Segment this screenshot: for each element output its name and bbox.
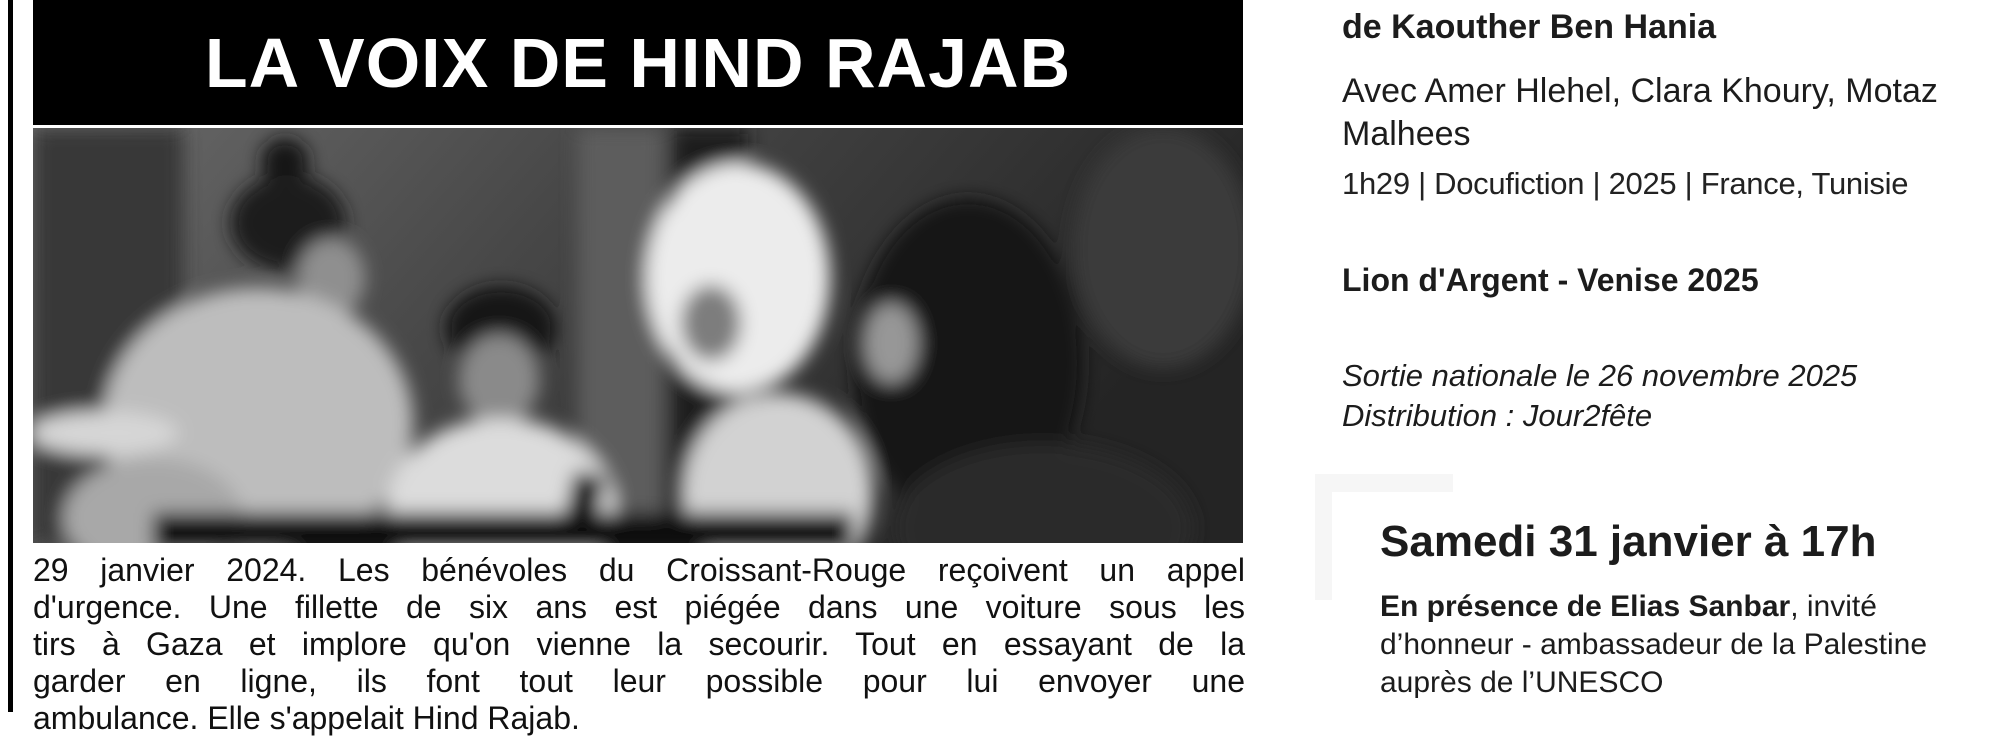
presence-text: auprès de l’UNESCO	[1380, 666, 1664, 699]
cast-credit	[1342, 70, 1938, 156]
presence-guest-name: En présence de Elias Sanbar	[1380, 590, 1791, 623]
cast-line: Malhees	[1342, 115, 1471, 153]
presence-line	[1380, 664, 1980, 702]
award-line: Lion d'Argent - Venise 2025	[1342, 262, 1759, 298]
presence-line	[1380, 588, 1980, 626]
screening-datetime: Samedi 31 janvier à 17h	[1380, 517, 1877, 566]
synopsis-line: ambulance. Elle s'appelait Hind Rajab.	[33, 700, 580, 736]
film-metadata: 1h29 | Docufiction | 2025 | France, Tunisie	[1342, 166, 1909, 201]
screening-presence	[1380, 588, 1980, 702]
corner-bracket-vertical	[1315, 474, 1332, 600]
title-banner	[33, 0, 1243, 125]
corner-bracket-horizontal	[1315, 474, 1453, 492]
film-still-image	[33, 128, 1243, 543]
presence-text: d’honneur - ambassadeur de la Palestine	[1380, 628, 1928, 661]
release-date-line: Sortie nationale le 26 novembre 2025	[1342, 358, 1858, 393]
distribution-line: Distribution : Jour2fête	[1342, 398, 1653, 433]
synopsis-line: garder en ligne, ils font tout leur possible pour lui envoyer une	[33, 663, 1245, 699]
presence-text: , invité	[1790, 590, 1877, 623]
film-still-illustration	[33, 128, 1243, 543]
synopsis-line: tirs à Gaza et implore qu'on vienne la secourir. Tout en essayant de la	[33, 626, 1245, 662]
left-vertical-rule	[8, 0, 13, 712]
cast-line: Avec Amer Hlehel, Clara Khoury, Motaz	[1342, 72, 1938, 110]
synopsis-line: 29 janvier 2024. Les bénévoles du Croissant-Rouge reçoivent un appel	[33, 552, 1245, 588]
synopsis-paragraph	[33, 552, 1245, 737]
synopsis-line: d'urgence. Une fillette de six ans est piégée dans une voiture sous les	[33, 589, 1245, 625]
director-credit: de Kaouther Ben Hania	[1342, 8, 1717, 46]
presence-line	[1380, 626, 1980, 664]
film-title: LA VOIX DE HIND RAJAB	[204, 23, 1072, 102]
